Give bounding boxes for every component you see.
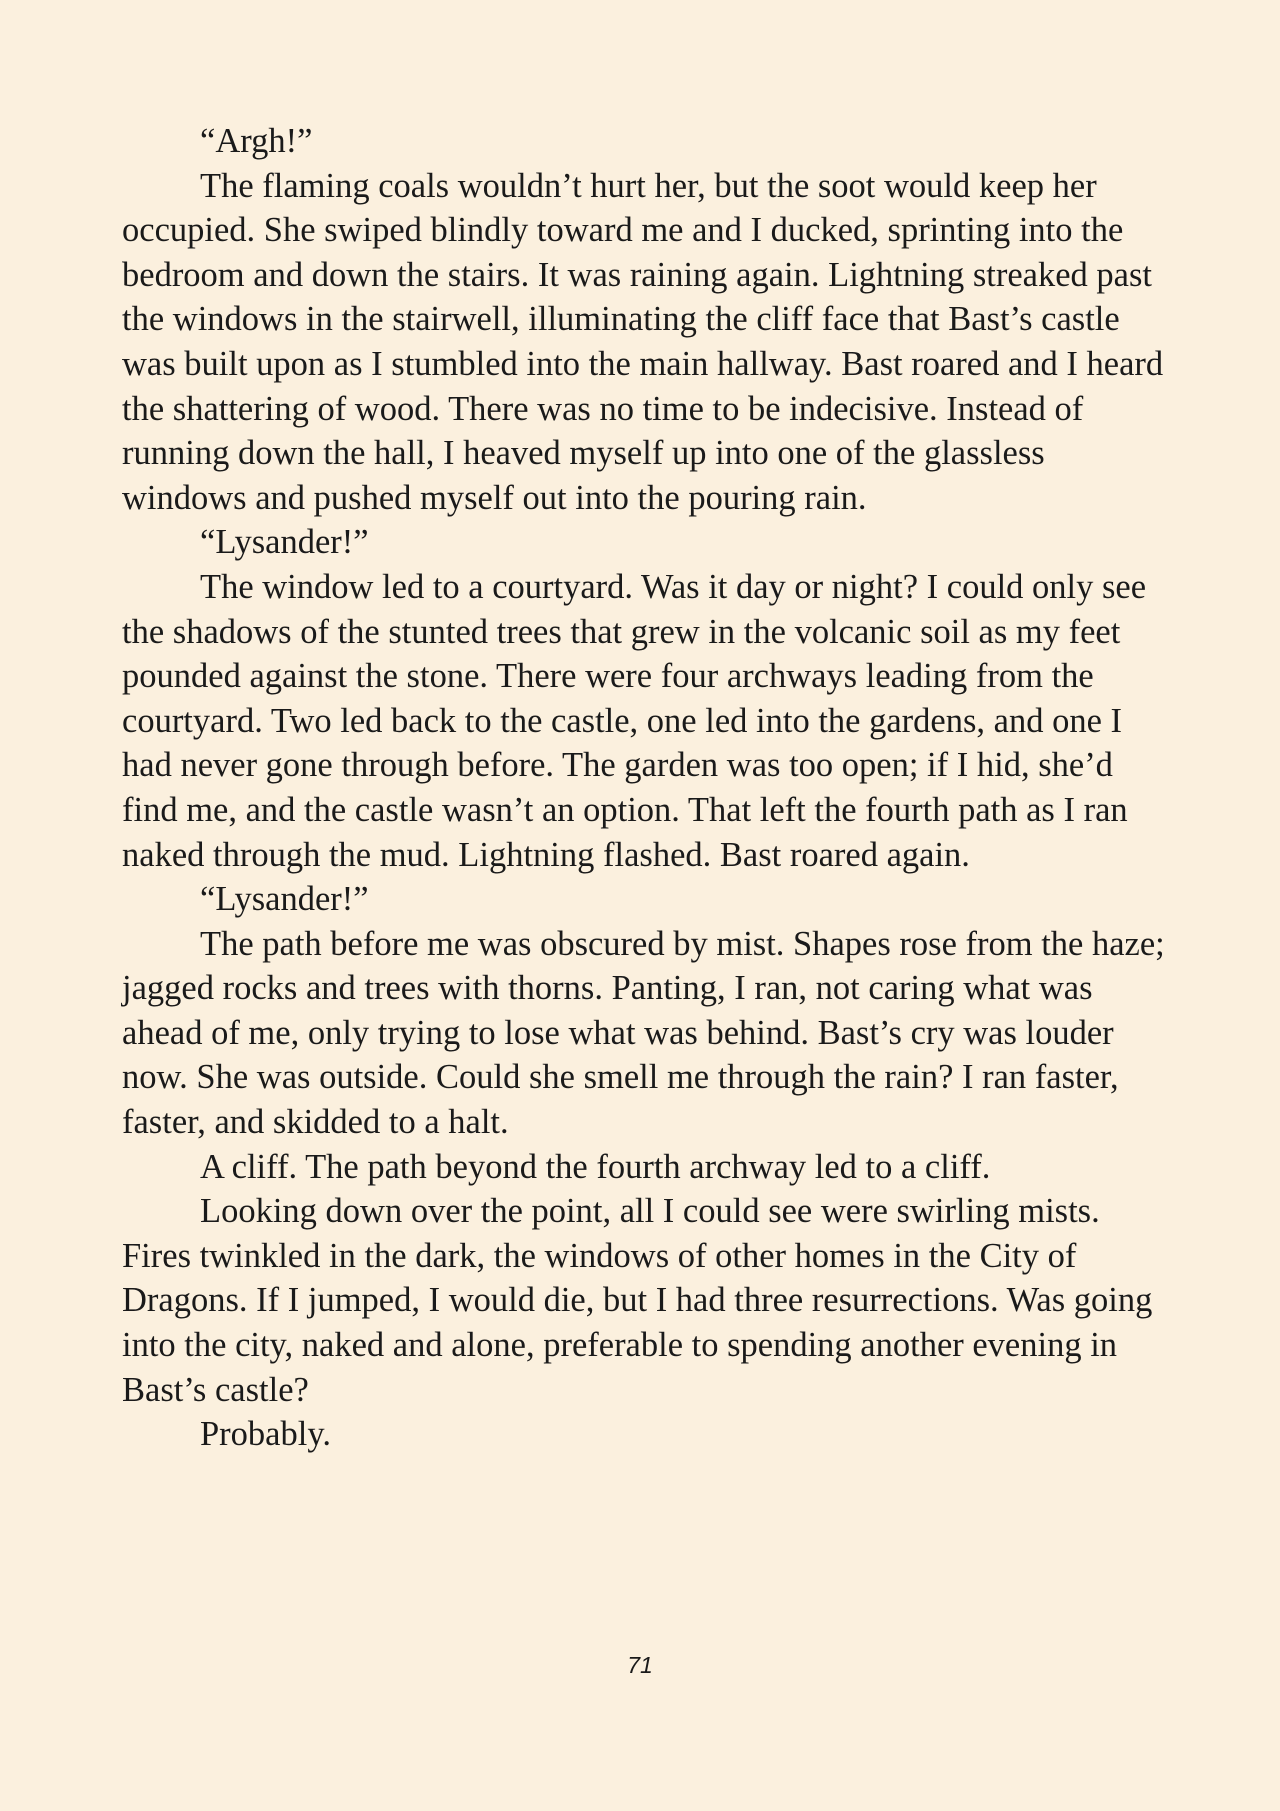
paragraph: Looking down over the point, all I could see were swirling mists. Fires twinkled in the dark, the windows of other homes in the City of Dragons. If I jumped, I would die, but I had three resurrections. Was going into the city, naked and alone, preferable to spending another evening in Bast’s castle? (122, 1192, 1153, 1409)
body-text (122, 119, 1172, 1457)
paragraph: A cliff. The path beyond the fourth archway led to a cliff. (200, 1147, 991, 1186)
paragraph-dialogue-lysander: “Lysander!” (200, 880, 369, 919)
paragraph: Probably. (200, 1415, 331, 1454)
paragraph: The flaming coals wouldn’t hurt her, but the soot would keep her occupied. She swiped blindly toward me and I ducked, sprinting into the bedroom and down the stairs. It was raining again. Lightning streaked past the windows in the stairwell, illuminating the cliff face that Bast’s castle was built upon as I stumbled into the main hallway. Bast roared and I heard the shattering of wood. There was no time to be indecisive. Instead of running down the hall, I heaved myself up into one of the glassless windows and pushed myself out into the pouring rain. (122, 166, 1164, 517)
paragraph-dialogue-argh: “Argh!” (200, 122, 313, 160)
paragraph: The window led to a courtyard. Was it day or night? I could only see the shadows of the stunted trees that grew in the volcanic soil as my feet pounded against the stone. There were four archways leading from the courtyard. Two led back to the castle, one led into the gardens, and one I had never gone through before. The garden was too open; if I hid, she’d find me, and the castle wasn’t an option. That left the fourth path as I ran naked through the mud. Lightning flashed. Bast roared again. (122, 567, 1147, 874)
page-number: 71 (627, 1652, 653, 1678)
paragraph-dialogue-lysander: “Lysander!” (200, 523, 369, 562)
paragraph: The path before me was obscured by mist. Shapes rose from the haze; jagged rocks and trees with thorns. Panting, I ran, not caring what was ahead of me, only trying to lose what was behind. Bast’s cry was louder now. She was outside. Could she smell me through the rain? I ran faster, faster, and skidded to a halt. (122, 924, 1165, 1142)
